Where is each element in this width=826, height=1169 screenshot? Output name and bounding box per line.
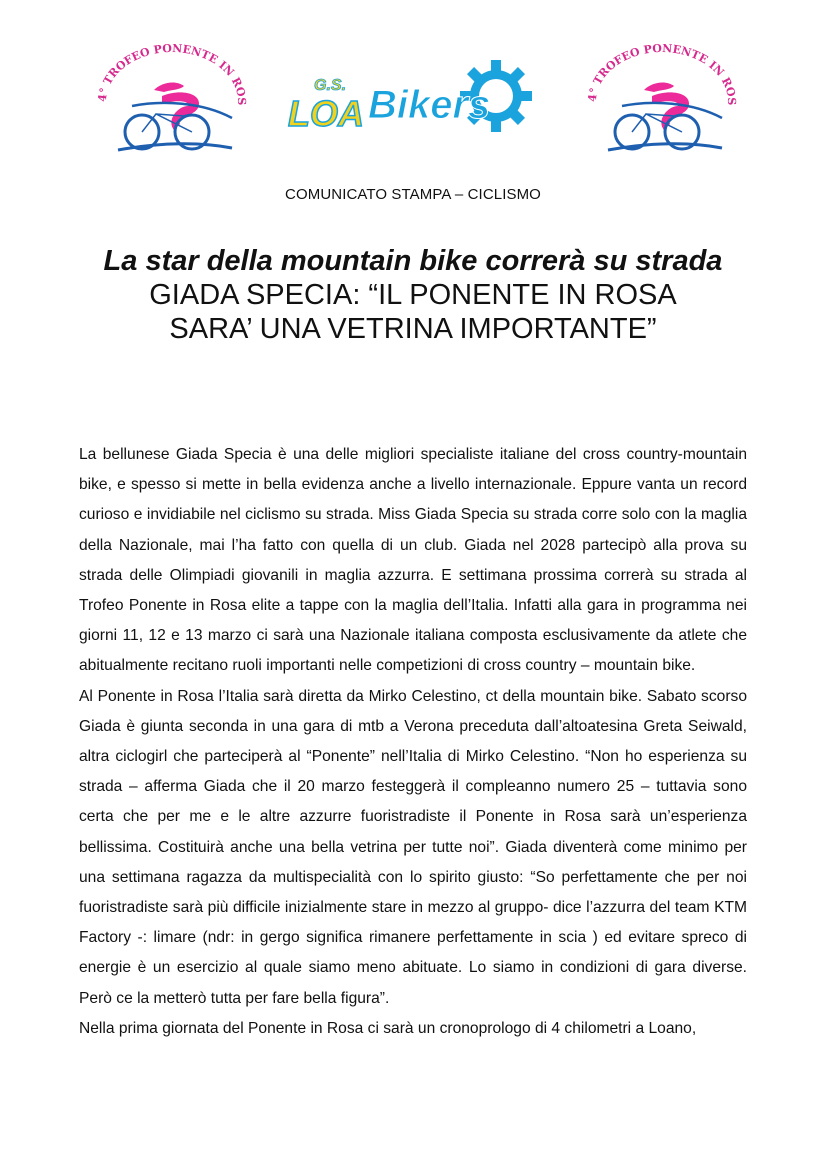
trofeo-ponente-in-rosa-logo-right (582, 44, 738, 160)
cyclist-logo-icon (92, 44, 248, 160)
logo-arc-text: 4° TROFEO PONENTE IN ROS (95, 44, 248, 106)
section-label: COMUNICATO STAMPA – CICLISMO (285, 186, 541, 203)
logo-brand: Bikers (368, 83, 491, 127)
paragraph: Nella prima giornata del Ponente in Rosa ci sarà un cronoprologo di 4 chilometri a Loano, (79, 1019, 697, 1037)
cyclist-logo-icon (582, 44, 738, 160)
headline-title-line-2: SARA’ UNA VETRINA IMPORTANTE” (169, 313, 657, 345)
gs-loa-bikers-logo (284, 60, 540, 142)
paragraph: La bellunese Giada Specia è una delle migliori specialiste italiane del cross country-mountain bike, e spesso si mette in bella evidenza anche a livello internazionale. Eppure vanta un record curioso e invidiabile nel ciclismo su strada. Miss Giada Specia su strada corre solo con la maglia della Nazionale, mai l’ha fatto con quella di un club. Giada nel 2028 partecipò alla prova su strada delle Olimpiadi giovanili in maglia azzurra. E settimana prossima correrà su strada al Trofeo Ponente in Rosa elite a tappe con la maglia dell’Italia. Infatti alla gara in programma nei giorni 11, 12 e 13 marzo ci sarà una Nazionale italiana composta esclusivamente da atlete che abitualmente recitano ruoli importanti nelle competizioni di cross country – mountain bike. (79, 446, 747, 675)
bikers-gear-logo-icon (284, 60, 540, 142)
trofeo-ponente-in-rosa-logo-left (92, 44, 248, 160)
article-body (79, 440, 747, 1044)
headline-title-line-1: GIADA SPECIA: “IL PONENTE IN ROSA (149, 279, 677, 311)
logo-name: LOA (288, 93, 364, 134)
headline (0, 244, 826, 346)
logo-arc-text: 4° TROFEO PONENTE IN ROS (585, 44, 738, 106)
headline-kicker: La star della mountain bike correrà su strada (103, 245, 723, 277)
paragraph: Al Ponente in Rosa l’Italia sarà diretta da Mirko Celestino, ct della mountain bike. Sabato scorso Giada è giunta seconda in una gara di mtb a Verona preceduta dall’altoatesina Greta Seiwald, altra ciclogirl che parteciperà al “Ponente” nell’Italia di Mirko Celestino. “Non ho esperienza su strada – afferma Giada che il 20 marzo festeggerà il compleanno numero 25 – tuttavia sono certa che per me e le altre azzurre fuoristradiste il Ponente in Rosa sarà un’esperienza bellissima. Costituirà anche una bella vetrina per tutte noi”. Giada diventerà come minimo per una settimana ragazza da multispecialità con lo spirito giusto: “So perfettamente che per noi fuoristradiste sarà più difficile inizialmente stare in mezzo al gruppo- dice l’azzurra del team KTM Factory -: limare (ndr: in gergo significa rimanere perfettamente in scia ) ed evitare spreco di energie è un esercizio al quale siamo meno abituate. Lo siamo in condizioni di gara diverse. Però ce la metterò tutta per fare bella figura”. (79, 687, 747, 1007)
logo-prefix: G.S. (314, 77, 347, 94)
